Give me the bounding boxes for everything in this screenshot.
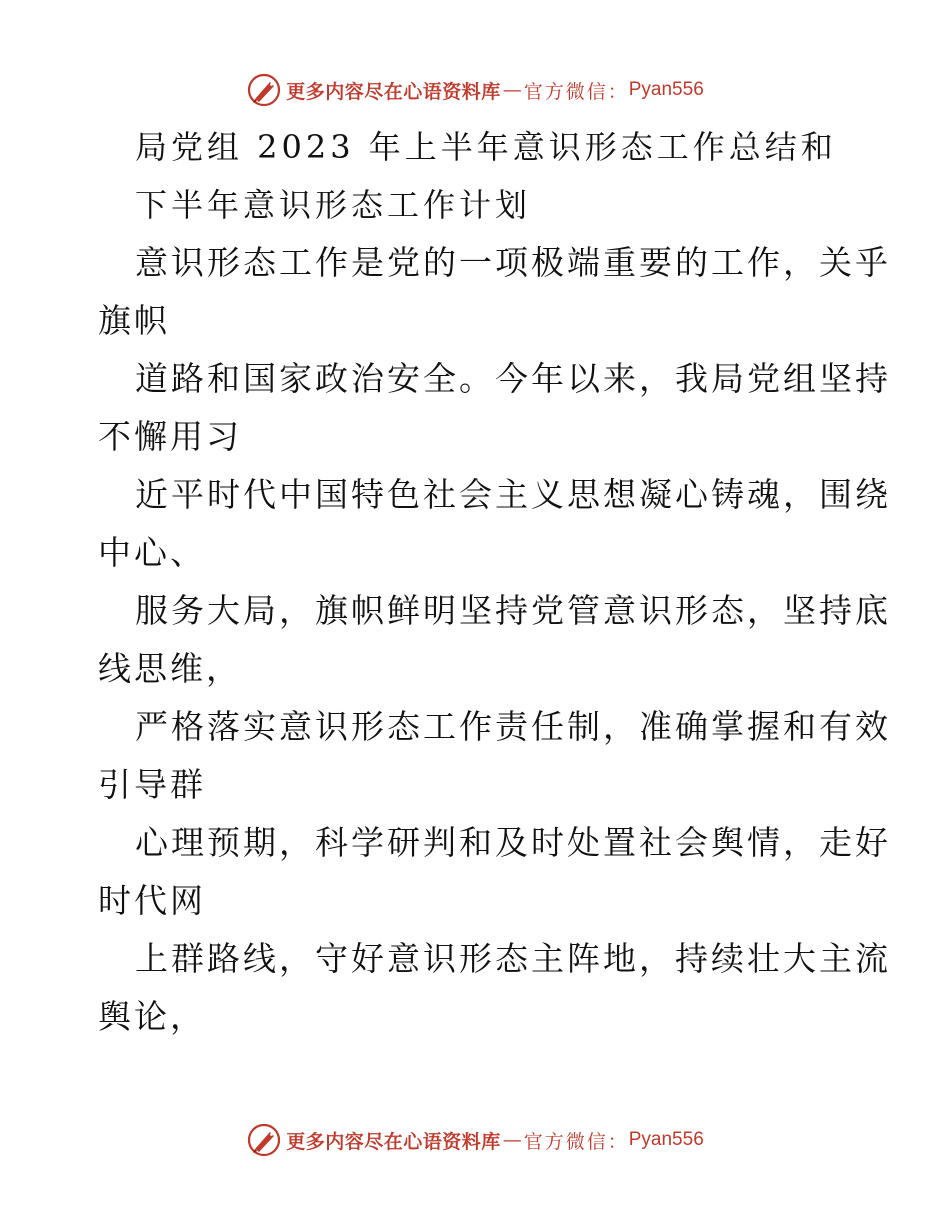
footer-separator: — <box>502 1129 522 1151</box>
paragraph-line: 线思维， <box>98 649 242 688</box>
paragraph-line: 上群路线，守好意识形态主阵地，持续壮大主流 <box>135 939 891 978</box>
document-body <box>98 118 891 1046</box>
header-wechat-label: 官方微信： <box>523 80 629 103</box>
paragraph-line: 时代网 <box>98 881 206 920</box>
paragraph-line: 引导群 <box>98 765 206 804</box>
header-promo-text: 更多内容尽在心语资料库 <box>286 80 501 103</box>
header-separator: — <box>502 79 522 101</box>
header-banner <box>0 70 950 110</box>
paragraph-line: 旗帜 <box>98 301 170 340</box>
paragraph-line: 中心、 <box>98 533 206 572</box>
paragraph-line: 心理预期，科学研判和及时处置社会舆情，走好 <box>135 823 891 862</box>
pen-logo-icon <box>246 1122 282 1158</box>
paragraph-line: 服务大局，旗帜鲜明坚持党管意识形态，坚持底 <box>135 591 891 630</box>
paragraph-line: 近平时代中国特色社会主义思想凝心铸魂，围绕 <box>135 475 891 514</box>
title-line-1: 局党组 2023 年上半年意识形态工作总结和 <box>135 128 837 166</box>
pen-logo-icon <box>246 72 282 108</box>
paragraph-line: 道路和国家政治安全。今年以来，我局党组坚持 <box>135 359 891 398</box>
paragraph-line: 舆论， <box>98 997 206 1036</box>
header-wechat-id: Pyan556 <box>628 79 704 100</box>
paragraph-line: 不懈用习 <box>98 417 242 456</box>
footer-promo-text: 更多内容尽在心语资料库 <box>286 1130 501 1153</box>
paragraph-line: 严格落实意识形态工作责任制，准确掌握和有效 <box>135 707 891 746</box>
paragraph-line: 意识形态工作是党的一项极端重要的工作，关乎 <box>135 243 891 282</box>
footer-wechat-label: 官方微信： <box>523 1130 629 1153</box>
footer-wechat-id: Pyan556 <box>628 1129 704 1150</box>
footer-banner <box>0 1120 950 1160</box>
title-line-2: 下半年意识形态工作计划 <box>135 186 532 224</box>
